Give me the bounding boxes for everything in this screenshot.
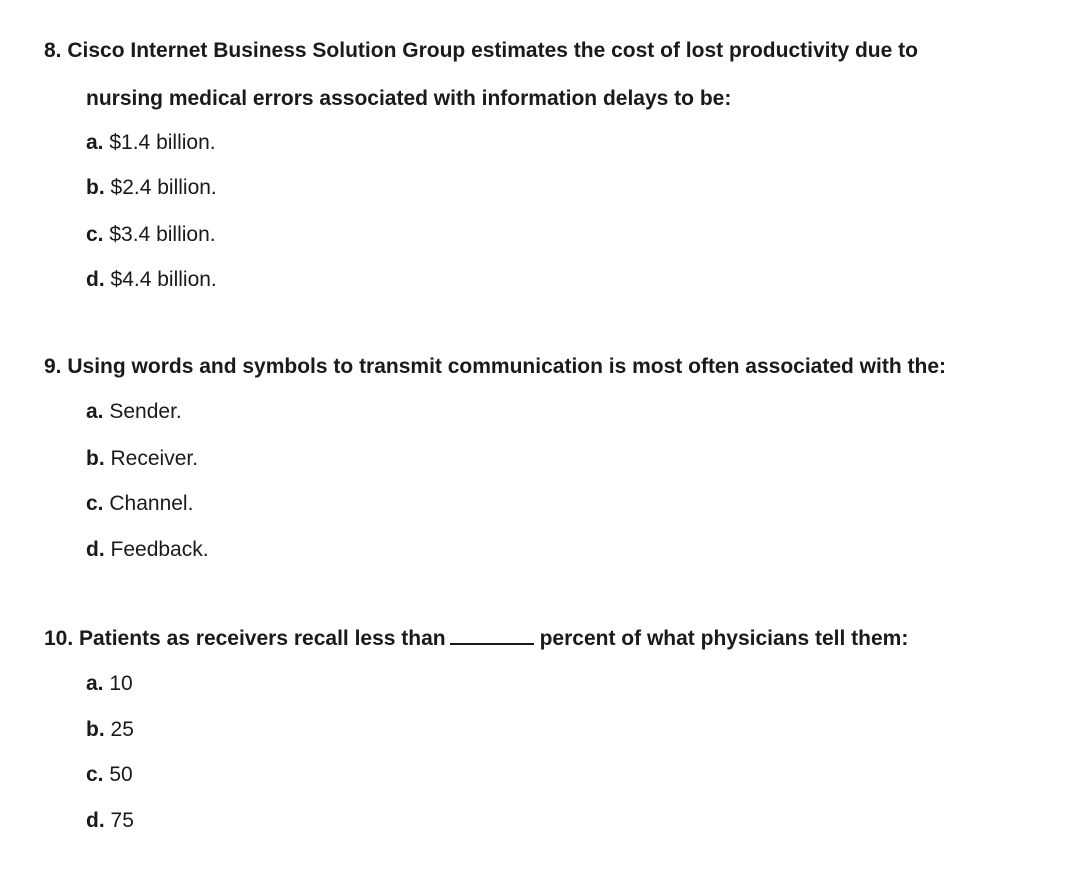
option-text: 75: [110, 809, 134, 832]
option-c[interactable]: [86, 491, 193, 517]
option-d[interactable]: [86, 808, 134, 834]
option-a[interactable]: [86, 399, 182, 425]
question-text: Using words and symbols to transmit communication is most often associated with the:: [67, 355, 946, 378]
option-text: 50: [109, 763, 133, 786]
option-text: 25: [110, 718, 134, 741]
option-text: 10: [109, 672, 133, 695]
option-b[interactable]: [86, 175, 217, 201]
option-letter: d.: [86, 538, 105, 561]
option-letter: a.: [86, 400, 104, 423]
option-d[interactable]: [86, 537, 209, 563]
question-8-line-1: [44, 38, 918, 64]
option-letter: c.: [86, 223, 104, 246]
option-letter: a.: [86, 672, 104, 695]
option-text: $4.4 billion.: [110, 268, 217, 291]
option-a[interactable]: [86, 130, 216, 156]
question-text: Cisco Internet Business Solution Group estimates the cost of lost productivity due to: [67, 39, 918, 62]
question-number: 10.: [44, 627, 74, 650]
option-text: Sender.: [109, 400, 182, 423]
option-letter: d.: [86, 268, 105, 291]
option-a[interactable]: [86, 671, 133, 697]
option-b[interactable]: [86, 446, 198, 472]
option-text: $2.4 billion.: [110, 176, 217, 199]
option-c[interactable]: [86, 222, 216, 248]
question-number: 8.: [44, 39, 62, 62]
question-10-line-1: [44, 625, 908, 652]
option-letter: b.: [86, 718, 105, 741]
option-b[interactable]: [86, 717, 134, 743]
answer-blank: [450, 625, 534, 645]
option-text: Receiver.: [110, 447, 199, 470]
option-text: $3.4 billion.: [109, 223, 216, 246]
option-c[interactable]: [86, 762, 133, 788]
option-letter: c.: [86, 763, 104, 786]
option-text: Channel.: [109, 492, 194, 515]
option-text: Feedback.: [110, 538, 209, 561]
option-letter: a.: [86, 131, 104, 154]
question-8-line-2: nursing medical errors associated with information delays to be:: [86, 87, 732, 110]
option-letter: b.: [86, 176, 105, 199]
question-9-line-1: [44, 354, 946, 380]
option-letter: b.: [86, 447, 105, 470]
question-text-before-blank: Patients as receivers recall less than: [79, 627, 446, 650]
option-letter: c.: [86, 492, 104, 515]
question-number: 9.: [44, 355, 62, 378]
option-text: $1.4 billion.: [109, 131, 216, 154]
question-text-after-blank: percent of what physicians tell them:: [539, 627, 909, 650]
option-letter: d.: [86, 809, 105, 832]
option-d[interactable]: [86, 267, 217, 293]
